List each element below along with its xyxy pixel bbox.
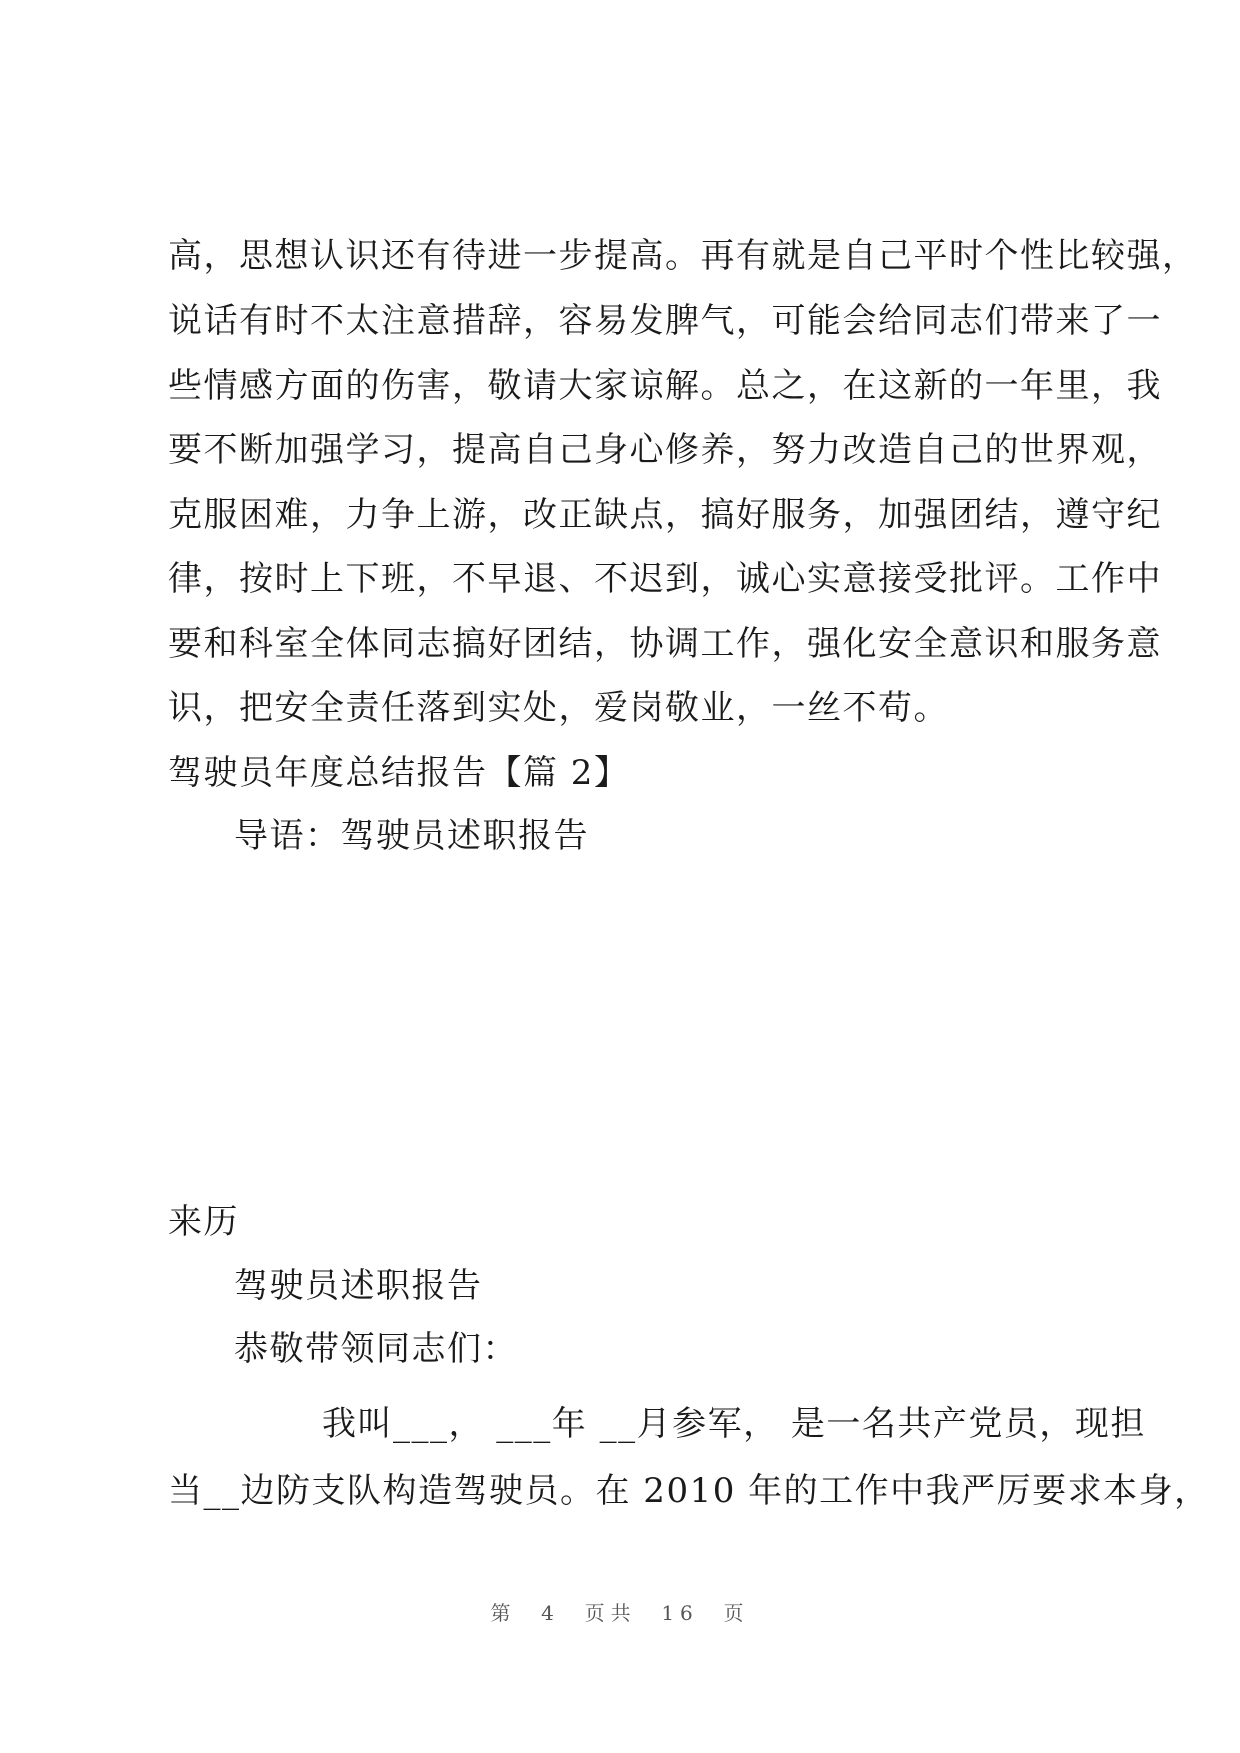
paragraph-line: 说话有时不太注意措辞，容易发脾气，可能会给同志们带来了一 [168, 301, 1162, 341]
lead-text: 导语：驾驶员述职报告 [234, 816, 589, 856]
paragraph-line: 律，按时上下班，不早退、不迟到，诚心实意接受批评。工作中 [168, 559, 1162, 599]
section-heading: 驾驶员年度总结报告【篇 2】 [168, 753, 630, 793]
page-number-footer: 第 4 页共 16 页 [490, 1601, 750, 1625]
paragraph-line: 克服困难，力争上游，改正缺点，搞好服务，加强团结，遵守纪 [168, 495, 1162, 535]
body-line: 当__边防支队构造驾驶员。在 2010 年的工作中我严厉要求本身， [168, 1471, 1210, 1511]
paragraph-line: 要不断加强学习，提高自己身心修养，努力改造自己的世界观， [168, 430, 1162, 470]
paragraph-line: 高，思想认识还有待进一步提高。再有就是自己平时个性比较强， [168, 236, 1198, 276]
paragraph-line: 些情感方面的伤害，敬请大家谅解。总之，在这新的一年里，我 [168, 366, 1162, 406]
source-label: 来历 [168, 1202, 239, 1242]
salutation: 恭敬带领同志们： [234, 1329, 518, 1369]
paragraph-line: 识，把安全责任落到实处，爱岗敬业，一丝不苟。 [168, 688, 949, 728]
body-line: 我叫___， ___年 __月参军， 是一名共产党员，现担 [322, 1404, 1146, 1444]
report-title: 驾驶员述职报告 [234, 1266, 483, 1306]
paragraph-line: 要和科室全体同志搞好团结，协调工作，强化安全意识和服务意 [168, 624, 1162, 664]
